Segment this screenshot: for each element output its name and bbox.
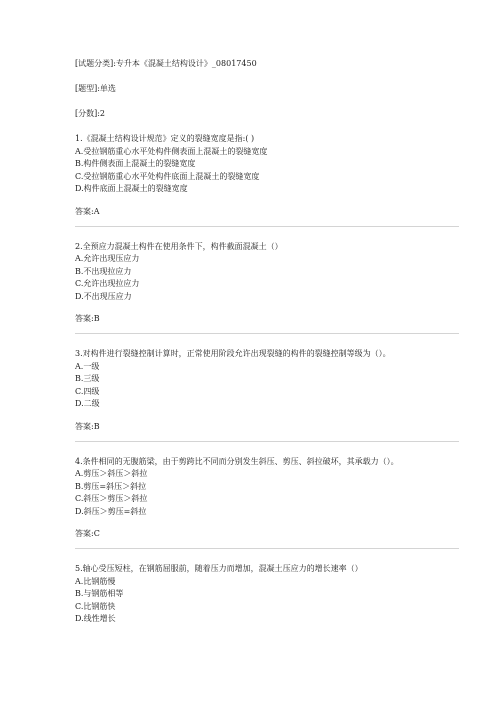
question-5: [75, 563, 475, 626]
option-d: D.不出现压应力: [75, 291, 132, 301]
option-c: C.斜压＞剪压＞斜拉: [75, 494, 148, 503]
option-b: B.构件侧表面上混凝土的裂缝宽度: [75, 159, 196, 168]
question-divider: [75, 226, 459, 227]
question-stem: 4.条件相同的无腹筋梁，由于剪跨比不同而分别发生斜压、剪压、斜拉破坏，其承载力（）。: [75, 456, 399, 466]
option-d: D.二级: [75, 399, 100, 408]
question-3: [75, 348, 475, 442]
option-b: B.三级: [75, 374, 100, 383]
question-stem: 1.《混凝土结构设计规范》定义的裂缝宽度是指:( ): [75, 134, 255, 143]
option-a: A.剪压＞斜压＞斜拉: [75, 469, 148, 478]
option-a: A.比钢筋慢: [75, 576, 116, 586]
option-c: C.允许出现拉应力: [75, 279, 140, 288]
answer-label: 答案:B: [75, 421, 100, 431]
question-stem: 2.全预应力混凝土构件在使用条件下，构件截面混凝土（）: [75, 241, 283, 251]
option-b: B.剪压=斜压＞斜拉: [75, 481, 147, 491]
answer-label: 答案:B: [75, 314, 100, 323]
option-b: B.不出现拉应力: [75, 266, 132, 276]
option-b: B.与钢筋相等: [75, 589, 124, 598]
option-a: A.一级: [75, 361, 100, 371]
option-c: C.四级: [75, 386, 100, 396]
question-2: [75, 241, 475, 335]
question-divider: [75, 333, 459, 334]
option-d: D.斜压＞剪压=斜拉: [75, 506, 147, 516]
exam-page: [75, 58, 475, 626]
option-a: A.允许出现压应力: [75, 254, 140, 263]
option-d: D.线性增长: [75, 614, 116, 623]
option-c: C.受拉钢筋重心水平处构件底面上混凝土的裂缝宽度: [75, 171, 260, 181]
category-line: [试题分类]:专升本《混凝土结构设计》_08017450: [75, 59, 257, 68]
question-4: [75, 456, 475, 550]
option-a: A.受拉钢筋重心水平处构件侧表面上混凝土的裂缝宽度: [75, 146, 268, 156]
option-c: C.比钢筋快: [75, 601, 116, 611]
question-1: [75, 133, 475, 227]
question-stem: 3.对构件进行裂缝控制计算时，正常使用阶段允许出现裂缝的构件的裂缝控制等级为（）。: [75, 349, 391, 358]
answer-label: 答案:C: [75, 529, 100, 538]
answer-label: 答案:A: [75, 206, 100, 216]
question-type-line: [题型]:单选: [75, 84, 116, 93]
score-line: [分数]:2: [75, 109, 106, 118]
question-divider: [75, 441, 459, 442]
question-divider: [75, 548, 459, 549]
option-d: D.构件底面上混凝土的裂缝宽度: [75, 184, 188, 193]
question-stem: 5.轴心受压短柱，在钢筋屈服前，随着压力而增加，混凝土压应力的增长速率（）: [75, 564, 363, 573]
